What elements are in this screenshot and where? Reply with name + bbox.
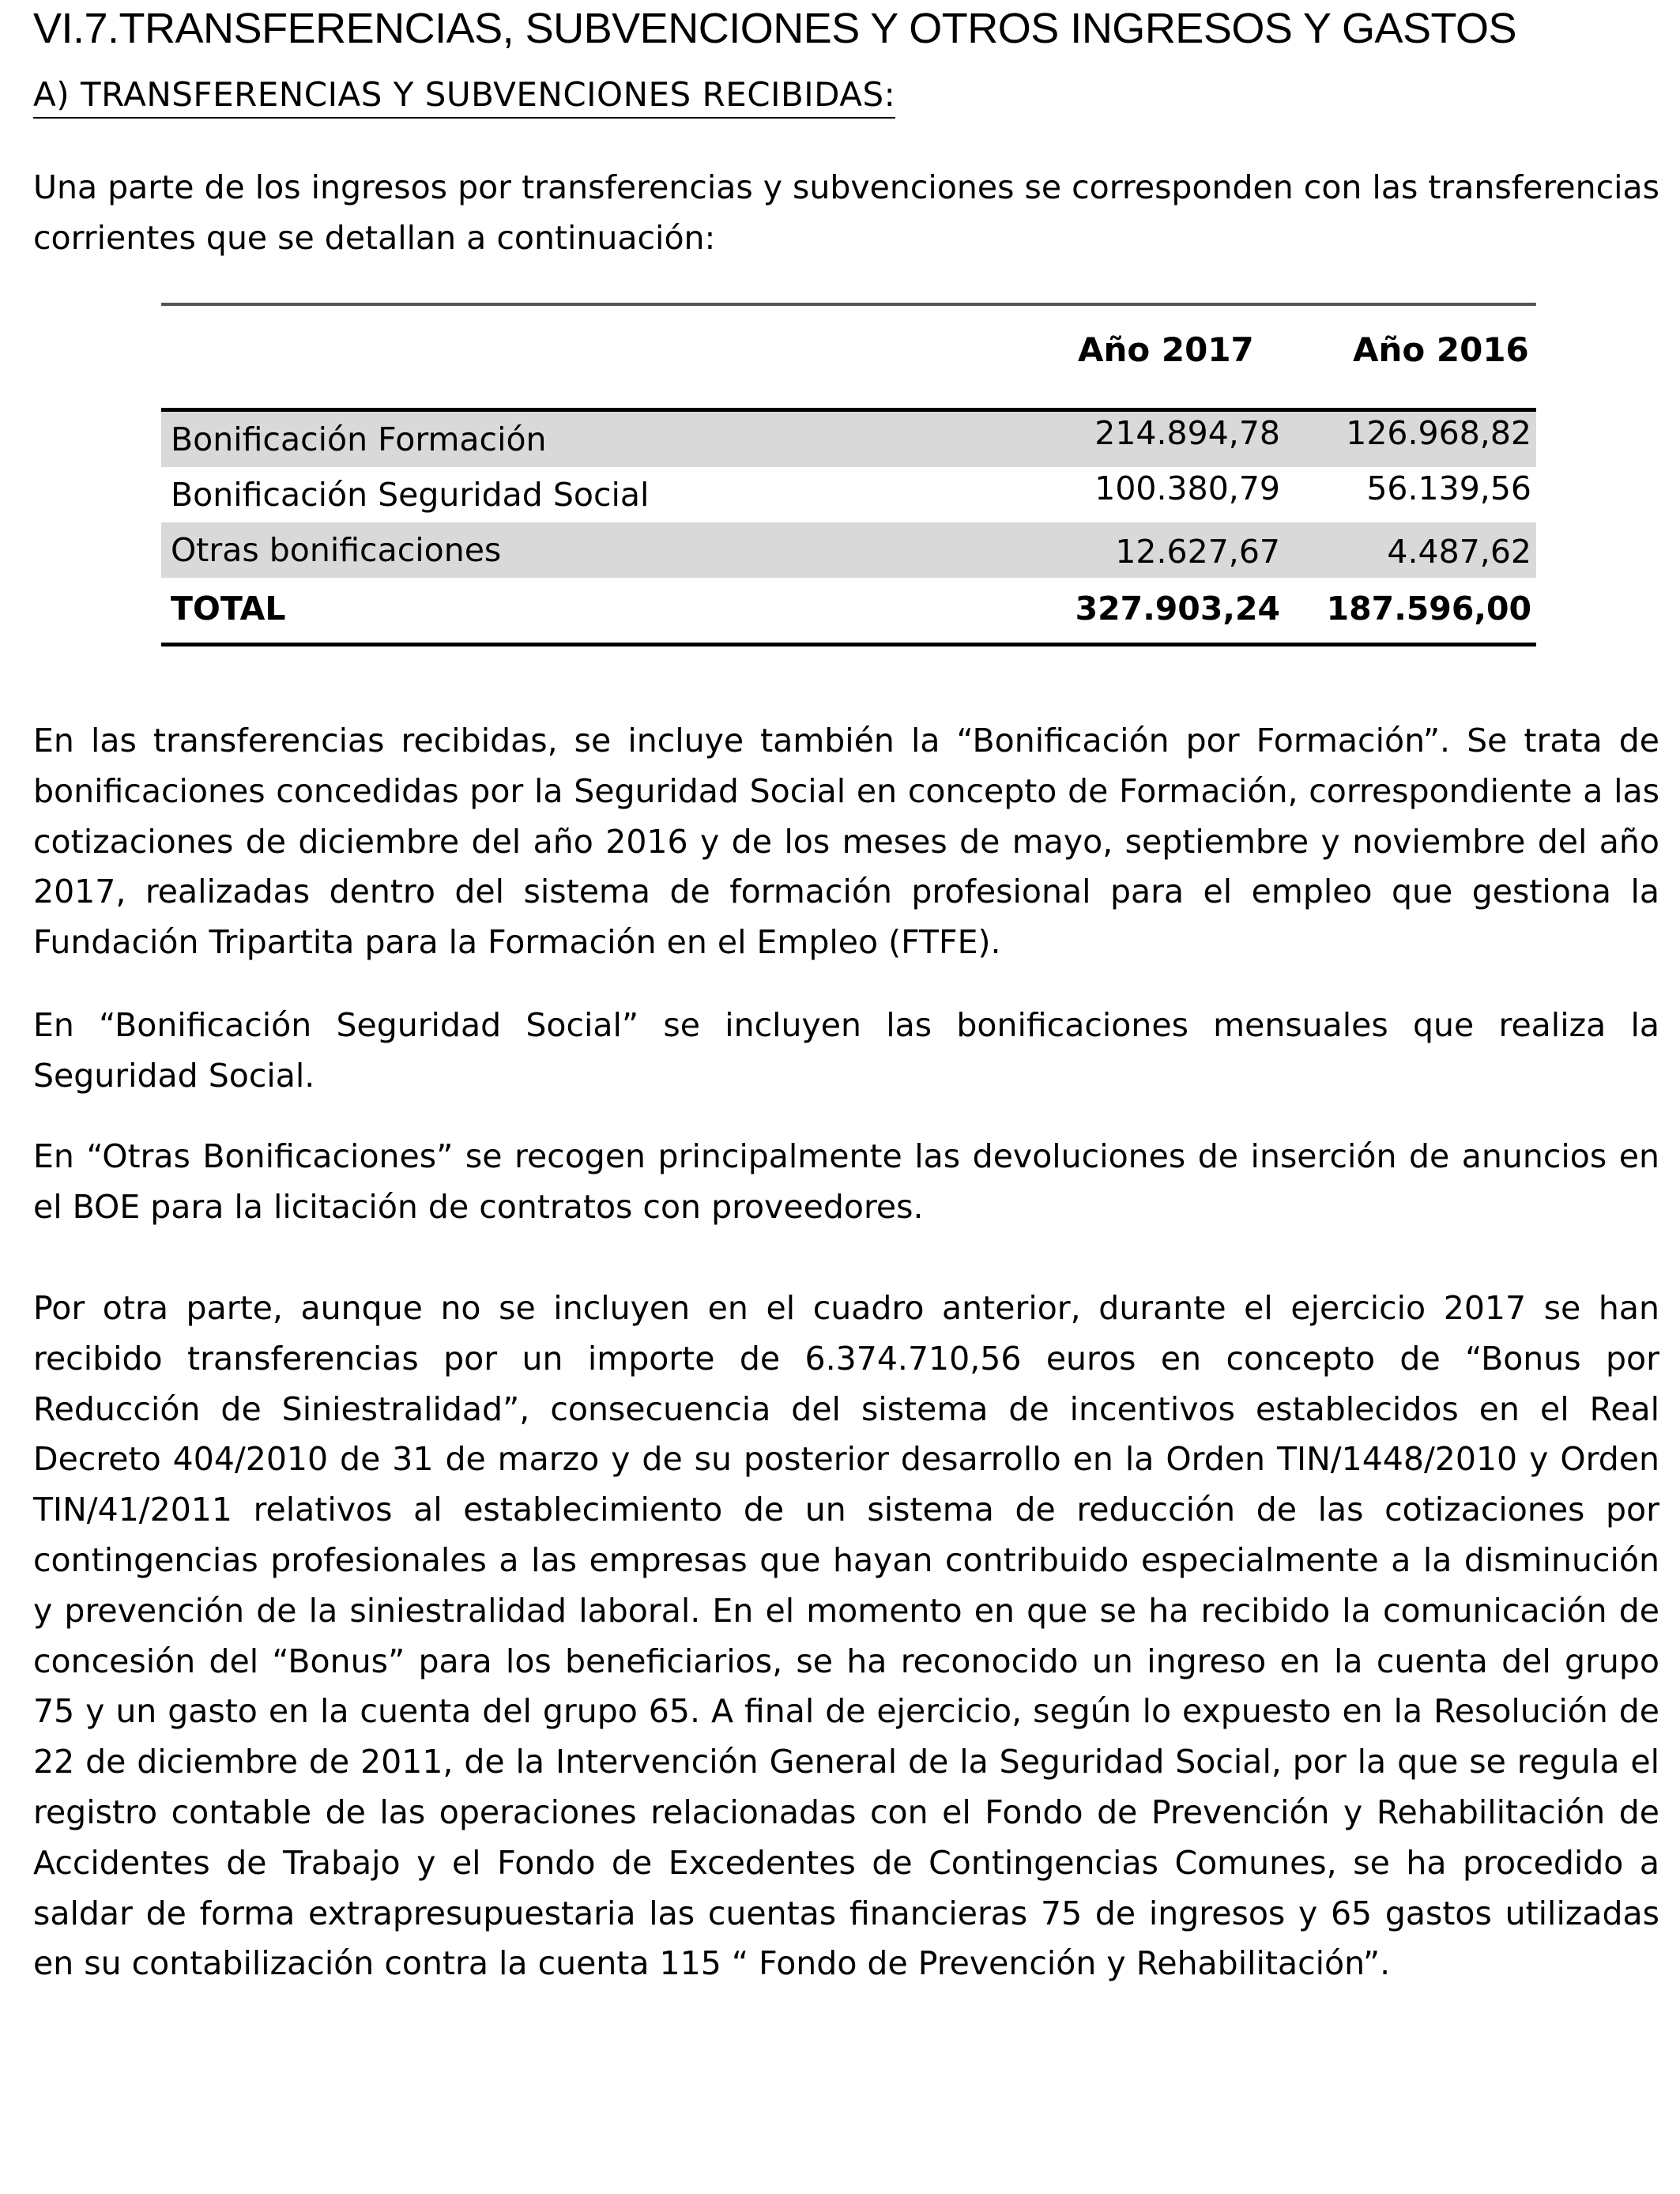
table-bottom-rule: [161, 643, 1536, 647]
paragraph-bonificacion-formacion: En las transferencias recibidas, se incluye también la “Bonificación por Formación”. Se trata de bonificaciones concedidas por la Seguridad Social en concepto de Formación, correspondiente a las cotizaciones de diciembre del año 2016 y de los meses de mayo, septiembre y noviembre del año 2017, realizadas dentro del sistema de formación profesional para el empleo que gestiona la Fundación Tripartita para la Formación en el Empleo (FTFE).: [33, 722, 1659, 962]
value-2017: 12.627,67: [1115, 533, 1280, 571]
value-2016: 56.139,56: [1366, 469, 1531, 507]
table-row: [161, 467, 1536, 522]
value-2017: 100.380,79: [1094, 469, 1280, 507]
row-label: Otras bonificaciones: [171, 531, 502, 569]
paragraph-bonificacion-seguridad-social: En “Bonificación Seguridad Social” se incluyen las bonificaciones mensuales que realiza la Seguridad Social.: [33, 1006, 1659, 1095]
total-label: TOTAL: [171, 590, 286, 628]
paragraph-bonus-siniestralidad: Por otra parte, aunque no se incluyen en el cuadro anterior, durante el ejercicio 2017 se han recibido transferencias por un importe de 6.374.710,56 euros en concepto de “Bonus por Reducción de Siniestralidad”, consecuencia del sistema de incentivos establecidos en el Real Decreto 404/2010 de 31 de marzo y de su posterior desarrollo en la Orden TIN/1448/2010 y Orden TIN/41/2011 relativos al establecimiento de un sistema de reducción de las cotizaciones por contingencias profesionales a las empresas que hayan contribuido especialmente a la disminución y prevención de la siniestralidad laboral. En el momento en que se ha recibido la comunicación de concesión del “Bonus” para los beneficiarios, se ha reconocido un ingreso en la cuenta del grupo 75 y un gasto en la cuenta del grupo 65. A final de ejercicio, según lo expuesto en la Resolución de 22 de diciembre de 2011, de la Intervención General de la Seguridad Social, por la que se regula el registro contable de las operaciones relacionadas con el Fondo de Prevención y Rehabilitación de Accidentes de Trabajo y el Fondo de Excedentes de Contingencias Comunes, se ha procedido a saldar de forma extrapresupuestaria las cuentas financieras 75 de ingresos y 65 gastos utilizadas en su contabilización contra la cuenta 115 “ Fondo de Prevención y Rehabilitación”.: [33, 1289, 1659, 1983]
value-2016: 4.487,62: [1387, 533, 1531, 571]
total-2017: 327.903,24: [1075, 590, 1280, 628]
value-2016: 126.968,82: [1346, 414, 1531, 452]
page-title: VI.7.TRANSFERENCIAS, SUBVENCIONES Y OTROS INGRESOS Y GASTOS: [33, 5, 1517, 52]
table-row: [161, 412, 1536, 467]
column-header-2016: Año 2016: [1353, 330, 1529, 369]
total-row: [161, 581, 1536, 636]
row-label: Bonificación Formación: [171, 420, 547, 458]
column-header-2017: Año 2017: [1078, 330, 1254, 369]
intro-paragraph: Una parte de los ingresos por transferencias y subvenciones se corresponden con las transferencias corrientes que se detallan a continuación:: [33, 168, 1659, 257]
total-2016: 187.596,00: [1326, 590, 1531, 628]
table-top-rule: [161, 303, 1536, 306]
paragraph-otras-bonificaciones: En “Otras Bonificaciones” se recogen principalmente las devoluciones de inserción de anuncios en el BOE para la licitación de contratos con proveedores.: [33, 1137, 1659, 1226]
table-row: [161, 522, 1536, 578]
section-heading: A) TRANSFERENCIAS Y SUBVENCIONES RECIBIDAS:: [33, 73, 895, 119]
row-label: Bonificación Seguridad Social: [171, 476, 650, 514]
value-2017: 214.894,78: [1094, 414, 1280, 452]
